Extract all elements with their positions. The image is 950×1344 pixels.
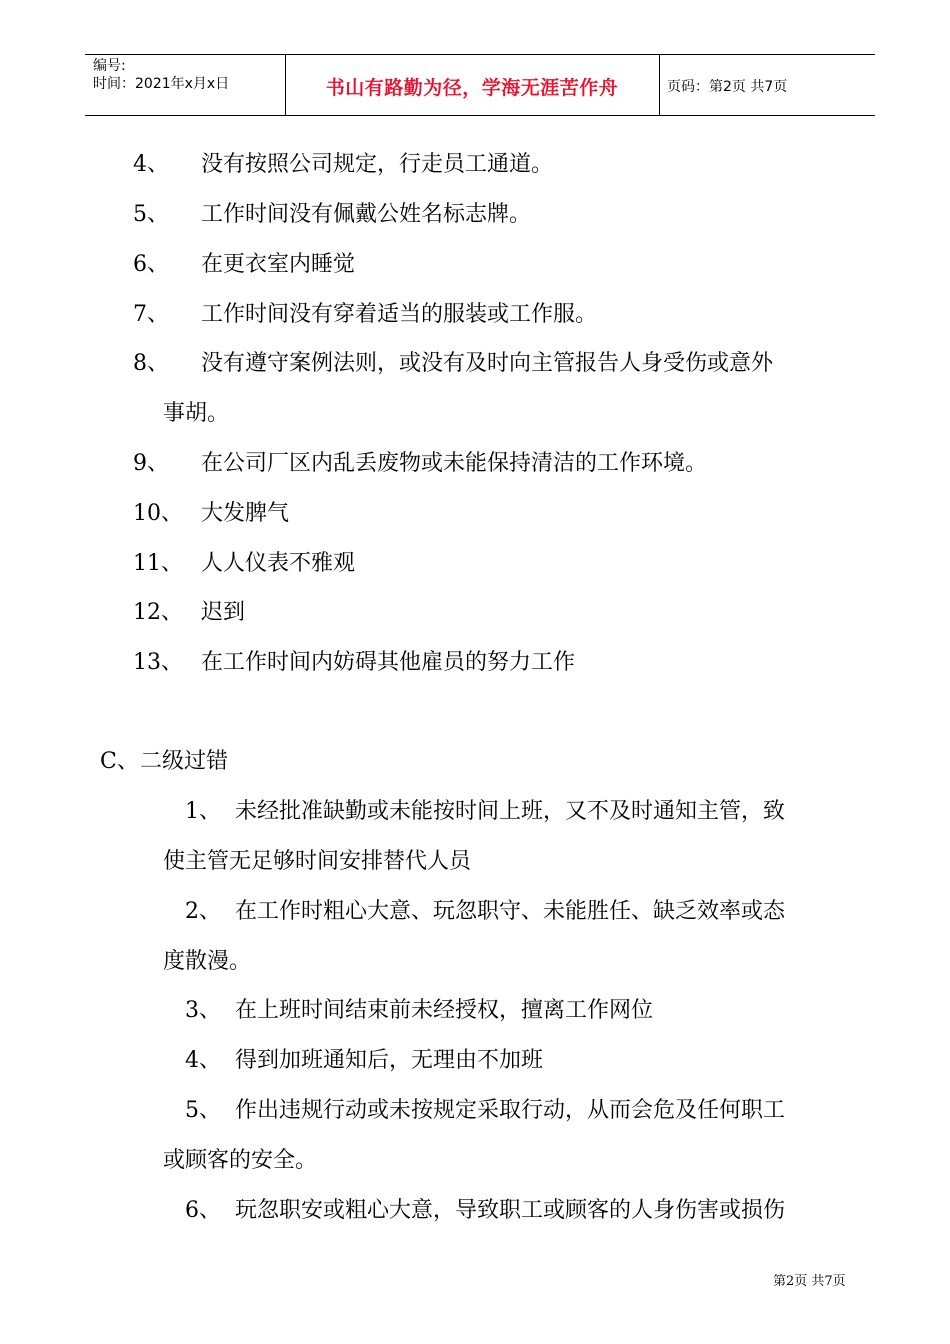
header-divider: [659, 55, 660, 115]
list-item-continuation: 事胡。: [163, 401, 230, 426]
header-motto: 书山有路勤为径，学海无涯苦作舟: [325, 77, 619, 99]
serial-label: 编号:: [93, 58, 126, 74]
list-item: 4、 没有按照公司规定，行走员工通道。: [133, 152, 554, 177]
list-item: 11、 人人仪表不雅观: [133, 551, 356, 576]
list-item: 8、 没有遵守案例法则，或没有及时向主管报告人身受伤或意外: [133, 351, 774, 376]
header-page-info: 页码：第2页 共7页: [667, 79, 788, 95]
page-footer: 第2页 共7页: [773, 1274, 846, 1289]
section-heading: C、二级过错: [100, 749, 229, 774]
list-item: 6、 在更衣室内睡觉: [133, 252, 356, 277]
list-item: 5、 工作时间没有佩戴公姓名标志牌。: [133, 202, 532, 227]
list-item-continuation: 度散漫。: [163, 949, 252, 974]
page-header: [85, 54, 875, 116]
list-item: 5、 作出违规行动或未按规定采取行动，从而会危及任何职工: [185, 1098, 786, 1123]
list-item-continuation: 或顾客的安全。: [163, 1148, 318, 1173]
list-item: 9、 在公司厂区内乱丢废物或未能保持清洁的工作环境。: [133, 451, 708, 476]
time-label: 时间：2021年x月x日: [93, 76, 230, 92]
list-item: 1、 未经批准缺勤或未能按时间上班，又不及时通知主管，致: [185, 799, 786, 824]
list-item: 4、 得到加班通知后，无理由不加班: [185, 1048, 544, 1073]
list-item: 13、 在工作时间内妨碍其他雇员的努力工作: [133, 650, 576, 675]
list-item-continuation: 使主管无足够时间安排替代人员: [163, 849, 472, 874]
list-item: 10、 大发脾气: [133, 501, 290, 526]
list-item: 2、 在工作时粗心大意、玩忽职守、未能胜任、缺乏效率或态: [185, 899, 786, 924]
header-meta: [93, 57, 288, 93]
list-item: 6、 玩忽职安或粗心大意，导致职工或顾客的人身伤害或损伤: [185, 1198, 786, 1223]
list-item: 7、 工作时间没有穿着适当的服装或工作服。: [133, 302, 598, 327]
list-item: 12、 迟到: [133, 600, 246, 625]
list-item: 3、 在上班时间结束前未经授权，擅离工作网位: [185, 998, 654, 1023]
